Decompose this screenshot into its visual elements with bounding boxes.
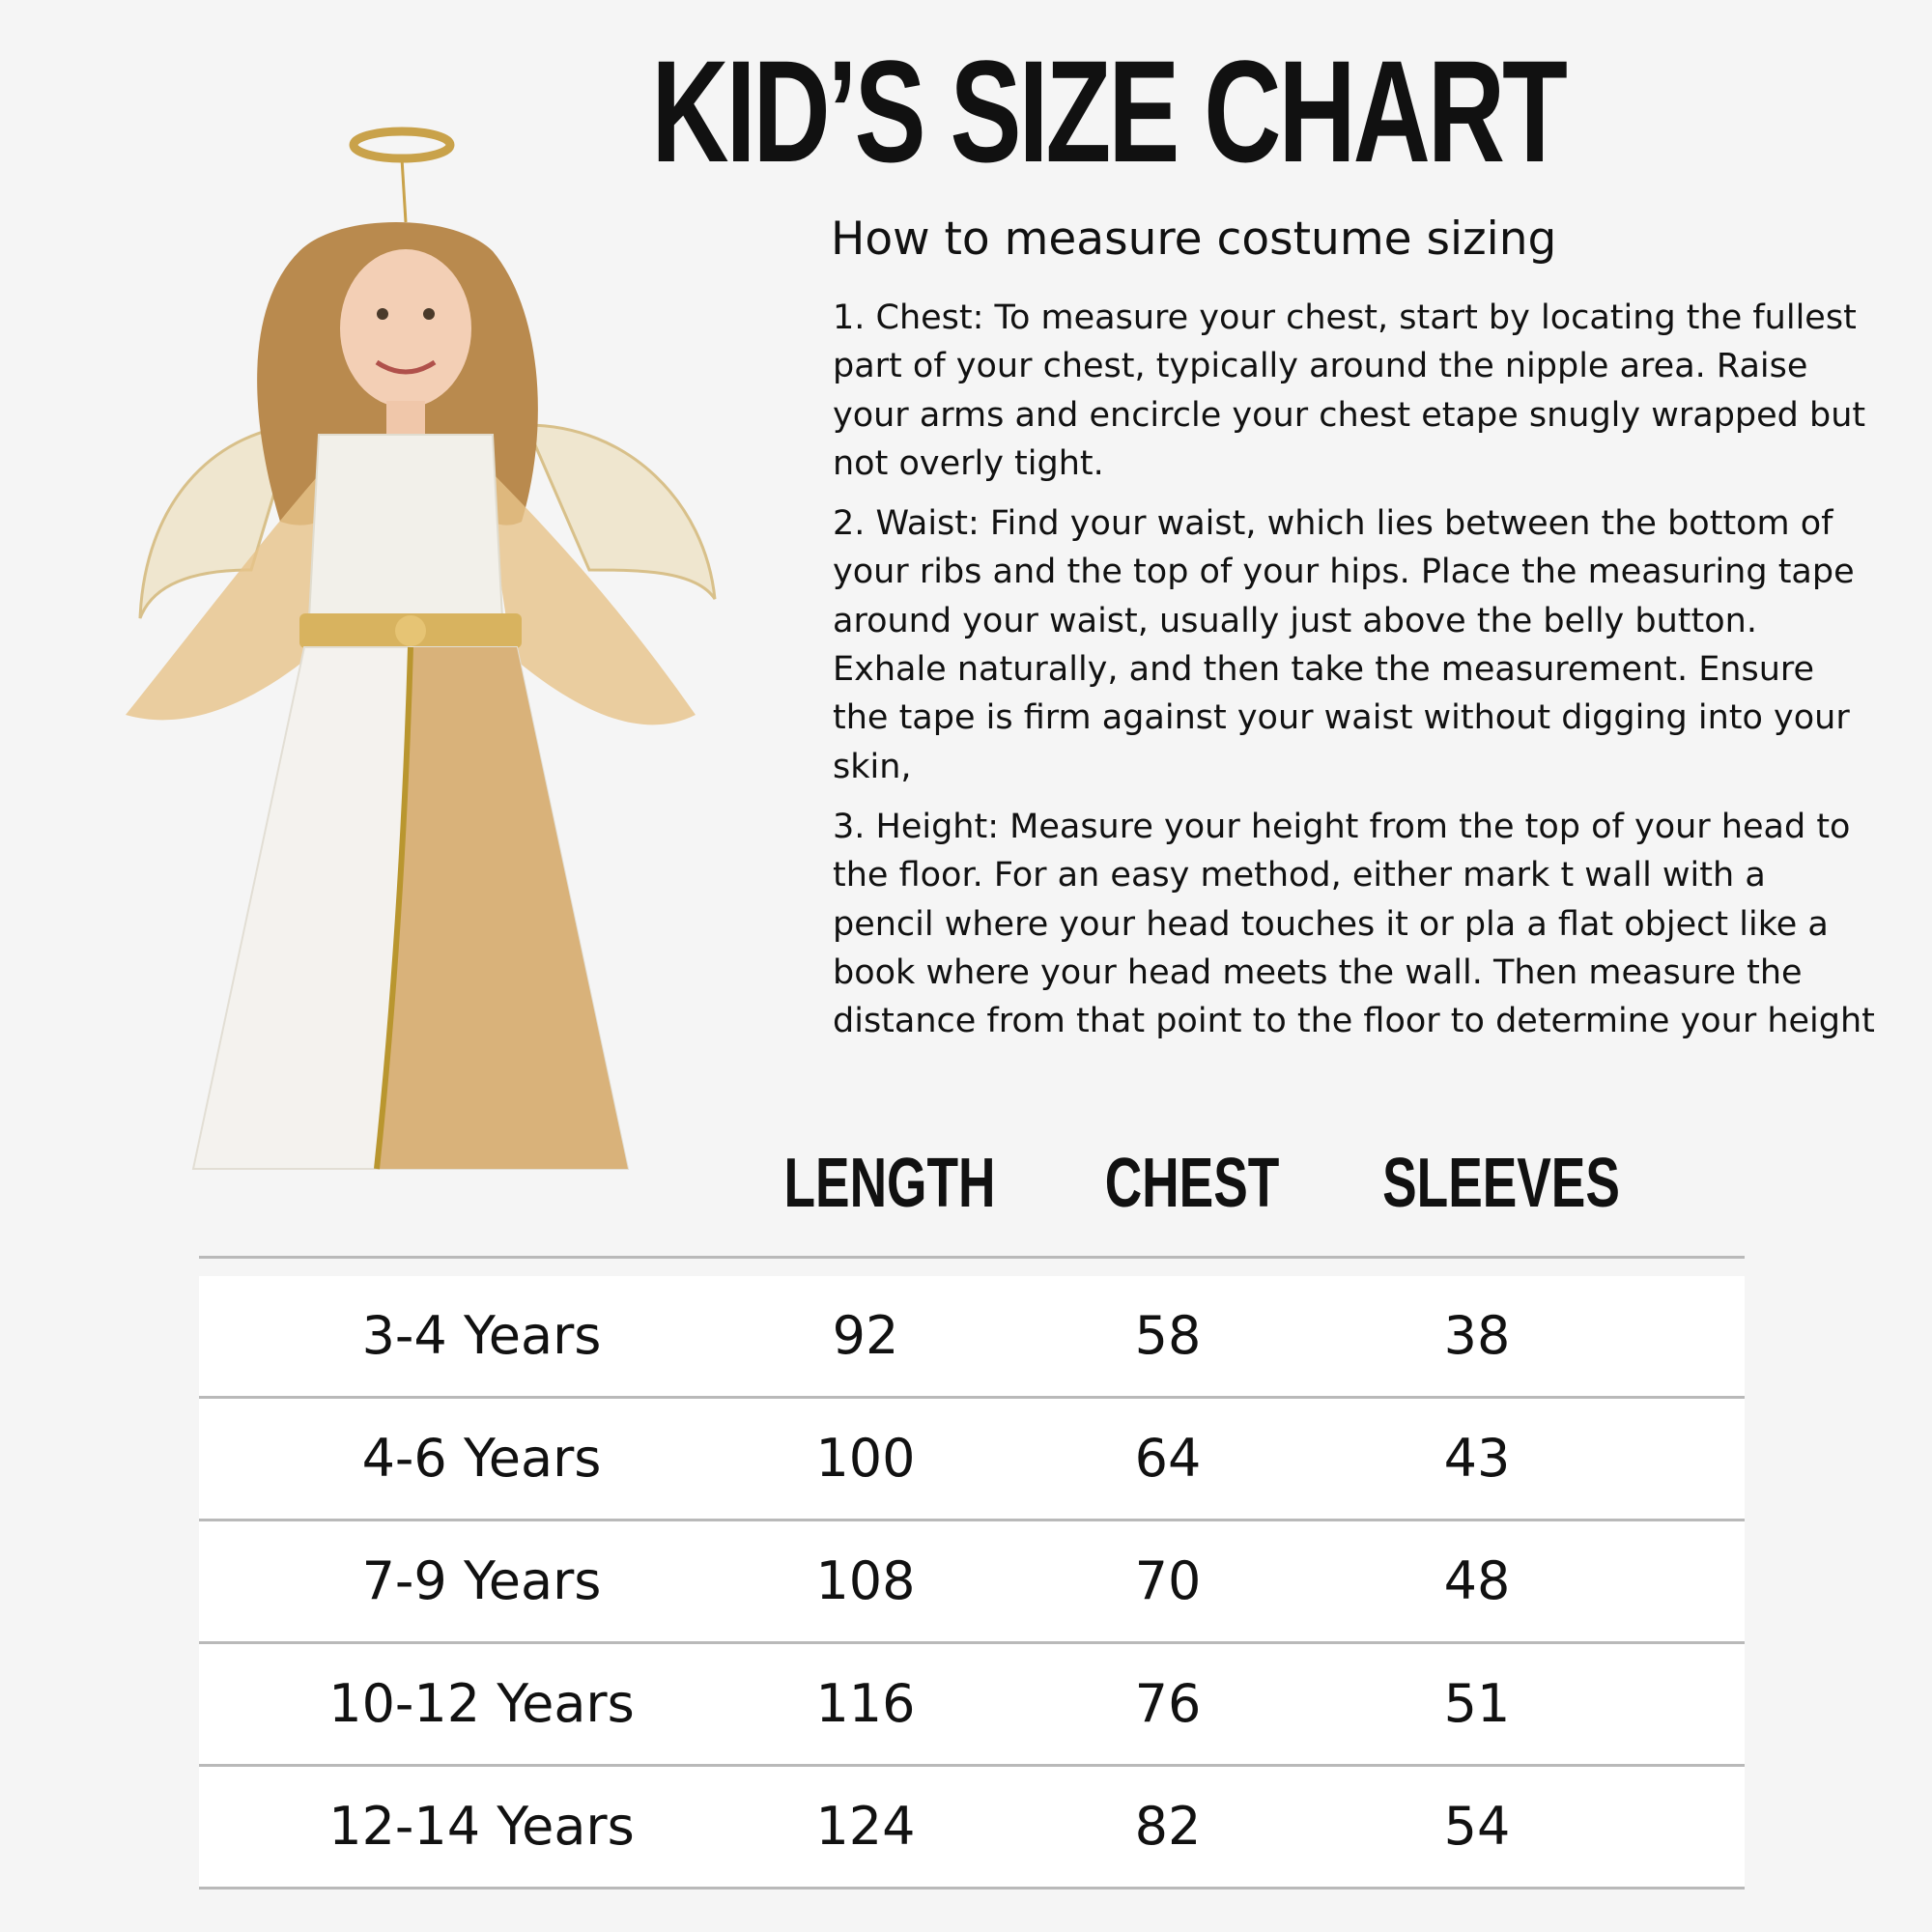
- column-header-sleeves: SLEEVES: [1382, 1145, 1620, 1222]
- cell-chest: 82: [1134, 1796, 1202, 1857]
- cell-sleeves: 48: [1443, 1550, 1511, 1611]
- instruction-chest: 1. Chest: To measure your chest, start by locating the fullest part of your chest, typically around the nipple area. Raise your arms and encircle your chest etape snugly wrapped but not overly tight.: [833, 298, 1866, 483]
- cell-size: 10-12 Years: [328, 1673, 635, 1734]
- instructions-list: [833, 294, 1876, 1057]
- page-title: KID’S SIZE CHART: [651, 30, 1565, 192]
- cell-chest: 70: [1134, 1550, 1202, 1611]
- cell-size: 4-6 Years: [361, 1428, 602, 1489]
- cell-sleeves: 43: [1443, 1428, 1511, 1489]
- cell-length: 92: [832, 1305, 899, 1366]
- table-row: [199, 1767, 1745, 1889]
- cell-chest: 76: [1134, 1673, 1202, 1734]
- cell-sleeves: 54: [1443, 1796, 1511, 1857]
- cell-length: 100: [815, 1428, 916, 1489]
- cell-size: 12-14 Years: [328, 1796, 635, 1857]
- angel-costume-figure-icon: [87, 116, 744, 1217]
- cell-sleeves: 51: [1443, 1673, 1511, 1734]
- size-table: [199, 1256, 1745, 1889]
- cell-sleeves: 38: [1443, 1305, 1511, 1366]
- cell-length: 124: [815, 1796, 916, 1857]
- cell-size: 7-9 Years: [361, 1550, 602, 1611]
- table-row: [199, 1521, 1745, 1644]
- instruction-height: 3. Height: Measure your height from the top of your head to the floor. For an easy method, either mark t wall with a pencil where your head touches it or pla a flat object like a book where your head meets the wall. Then measure the distance from that point to the floor to determine your height: [833, 807, 1875, 1041]
- cell-chest: 64: [1134, 1428, 1202, 1489]
- cell-length: 108: [815, 1550, 916, 1611]
- column-header-chest: CHEST: [1104, 1145, 1280, 1222]
- table-top-rule: [199, 1256, 1745, 1259]
- cell-chest: 58: [1134, 1305, 1202, 1366]
- instruction-waist: 2. Waist: Find your waist, which lies between the bottom of your ribs and the top of your hips. Place the measuring tape around your waist, usually just above the belly button. Exhale naturally, and then take the measurement. Ensure the tape is firm against your waist without digging into your skin,: [833, 504, 1855, 786]
- cell-size: 3-4 Years: [361, 1305, 602, 1366]
- table-row: [199, 1276, 1745, 1399]
- column-header-length: LENGTH: [783, 1145, 996, 1222]
- table-row: [199, 1644, 1745, 1767]
- section-heading: How to measure costume sizing: [831, 213, 1557, 266]
- cell-length: 116: [815, 1673, 916, 1734]
- table-row: [199, 1399, 1745, 1521]
